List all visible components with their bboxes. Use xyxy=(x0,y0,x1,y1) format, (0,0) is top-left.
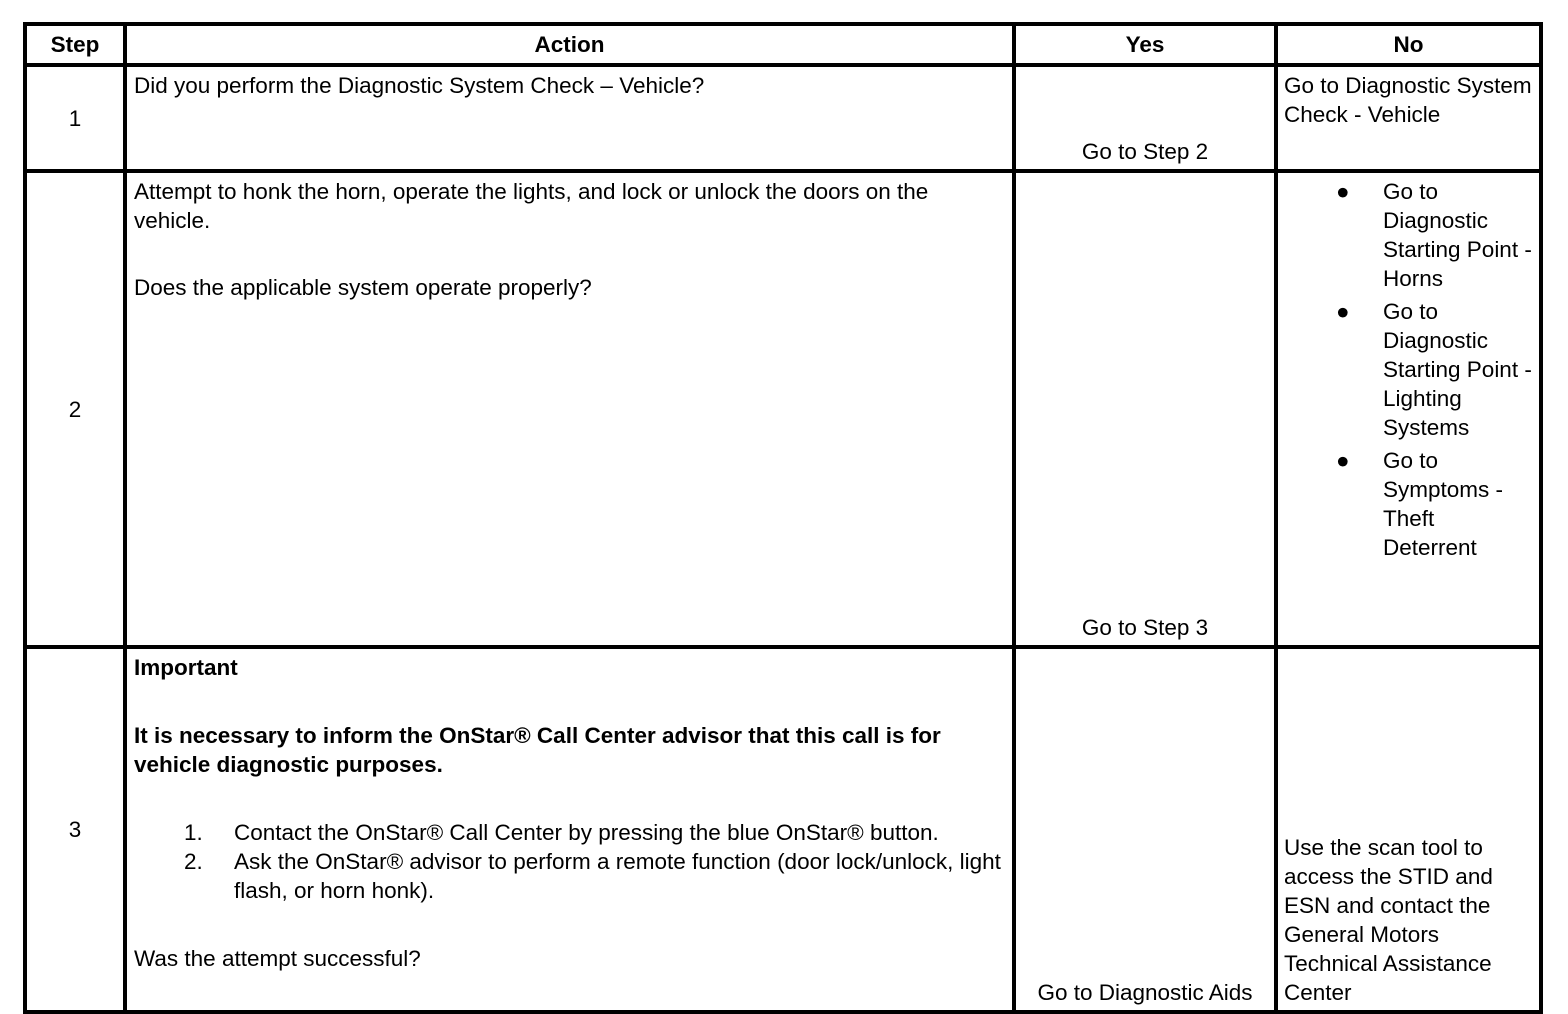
action-cell xyxy=(125,171,1014,647)
list-item-text: Ask the OnStar® advisor to perform a remote function (door lock/unlock, light flash, or horn honk). xyxy=(234,849,1001,903)
action-cell xyxy=(125,65,1014,171)
yes-cell: Go to Step 2 xyxy=(1014,65,1276,171)
action-text: Attempt to honk the horn, operate the lights, and lock or unlock the doors on the vehicle. xyxy=(134,179,929,233)
diagnostic-table xyxy=(23,22,1543,1014)
list-item-text: Go to Symptoms - Theft Deterrent xyxy=(1383,448,1504,560)
list-item xyxy=(134,818,1004,847)
list-item-number: 2. xyxy=(184,849,203,874)
list-item-text: Go to Diagnostic Starting Point - Lighting Systems xyxy=(1383,299,1532,440)
action-text: Did you perform the Diagnostic System Check – Vehicle? xyxy=(134,73,705,98)
list-item-number: 1. xyxy=(184,820,203,845)
important-label: Important xyxy=(134,655,238,680)
step-number: 3 xyxy=(25,647,125,1012)
bullet-icon: ● xyxy=(1336,299,1350,324)
list-item xyxy=(1284,177,1533,293)
important-text: It is necessary to inform the OnStar® Call Center advisor that this call is for vehicle diagnostic purposes. xyxy=(134,723,941,777)
header-action: Action xyxy=(125,24,1014,65)
list-item xyxy=(1284,446,1533,562)
table-row xyxy=(25,171,1541,647)
table-row xyxy=(25,65,1541,171)
step-number: 1 xyxy=(25,65,125,171)
step-number: 2 xyxy=(25,171,125,647)
list-item xyxy=(134,847,1004,905)
yes-cell: Go to Diagnostic Aids xyxy=(1014,647,1276,1012)
no-cell xyxy=(1276,171,1541,647)
table-row xyxy=(25,647,1541,1012)
action-question: Was the attempt successful? xyxy=(134,946,421,971)
action-cell xyxy=(125,647,1014,1012)
bullet-icon: ● xyxy=(1336,179,1350,204)
header-no: No xyxy=(1276,24,1541,65)
header-row xyxy=(25,24,1541,65)
bullet-icon: ● xyxy=(1336,448,1350,473)
header-step: Step xyxy=(25,24,125,65)
action-question: Does the applicable system operate properly? xyxy=(134,275,592,300)
procedure-list xyxy=(134,818,1004,905)
no-options-list xyxy=(1284,177,1533,562)
yes-cell: Go to Step 3 xyxy=(1014,171,1276,647)
header-yes: Yes xyxy=(1014,24,1276,65)
no-cell: Go to Diagnostic System Check - Vehicle xyxy=(1276,65,1541,171)
list-item-text: Contact the OnStar® Call Center by pressing the blue OnStar® button. xyxy=(234,820,939,845)
no-cell: Use the scan tool to access the STID and ESN and contact the General Motors Technical Assistance Center xyxy=(1276,647,1541,1012)
list-item-text: Go to Diagnostic Starting Point - Horns xyxy=(1383,179,1532,291)
list-item xyxy=(1284,297,1533,442)
